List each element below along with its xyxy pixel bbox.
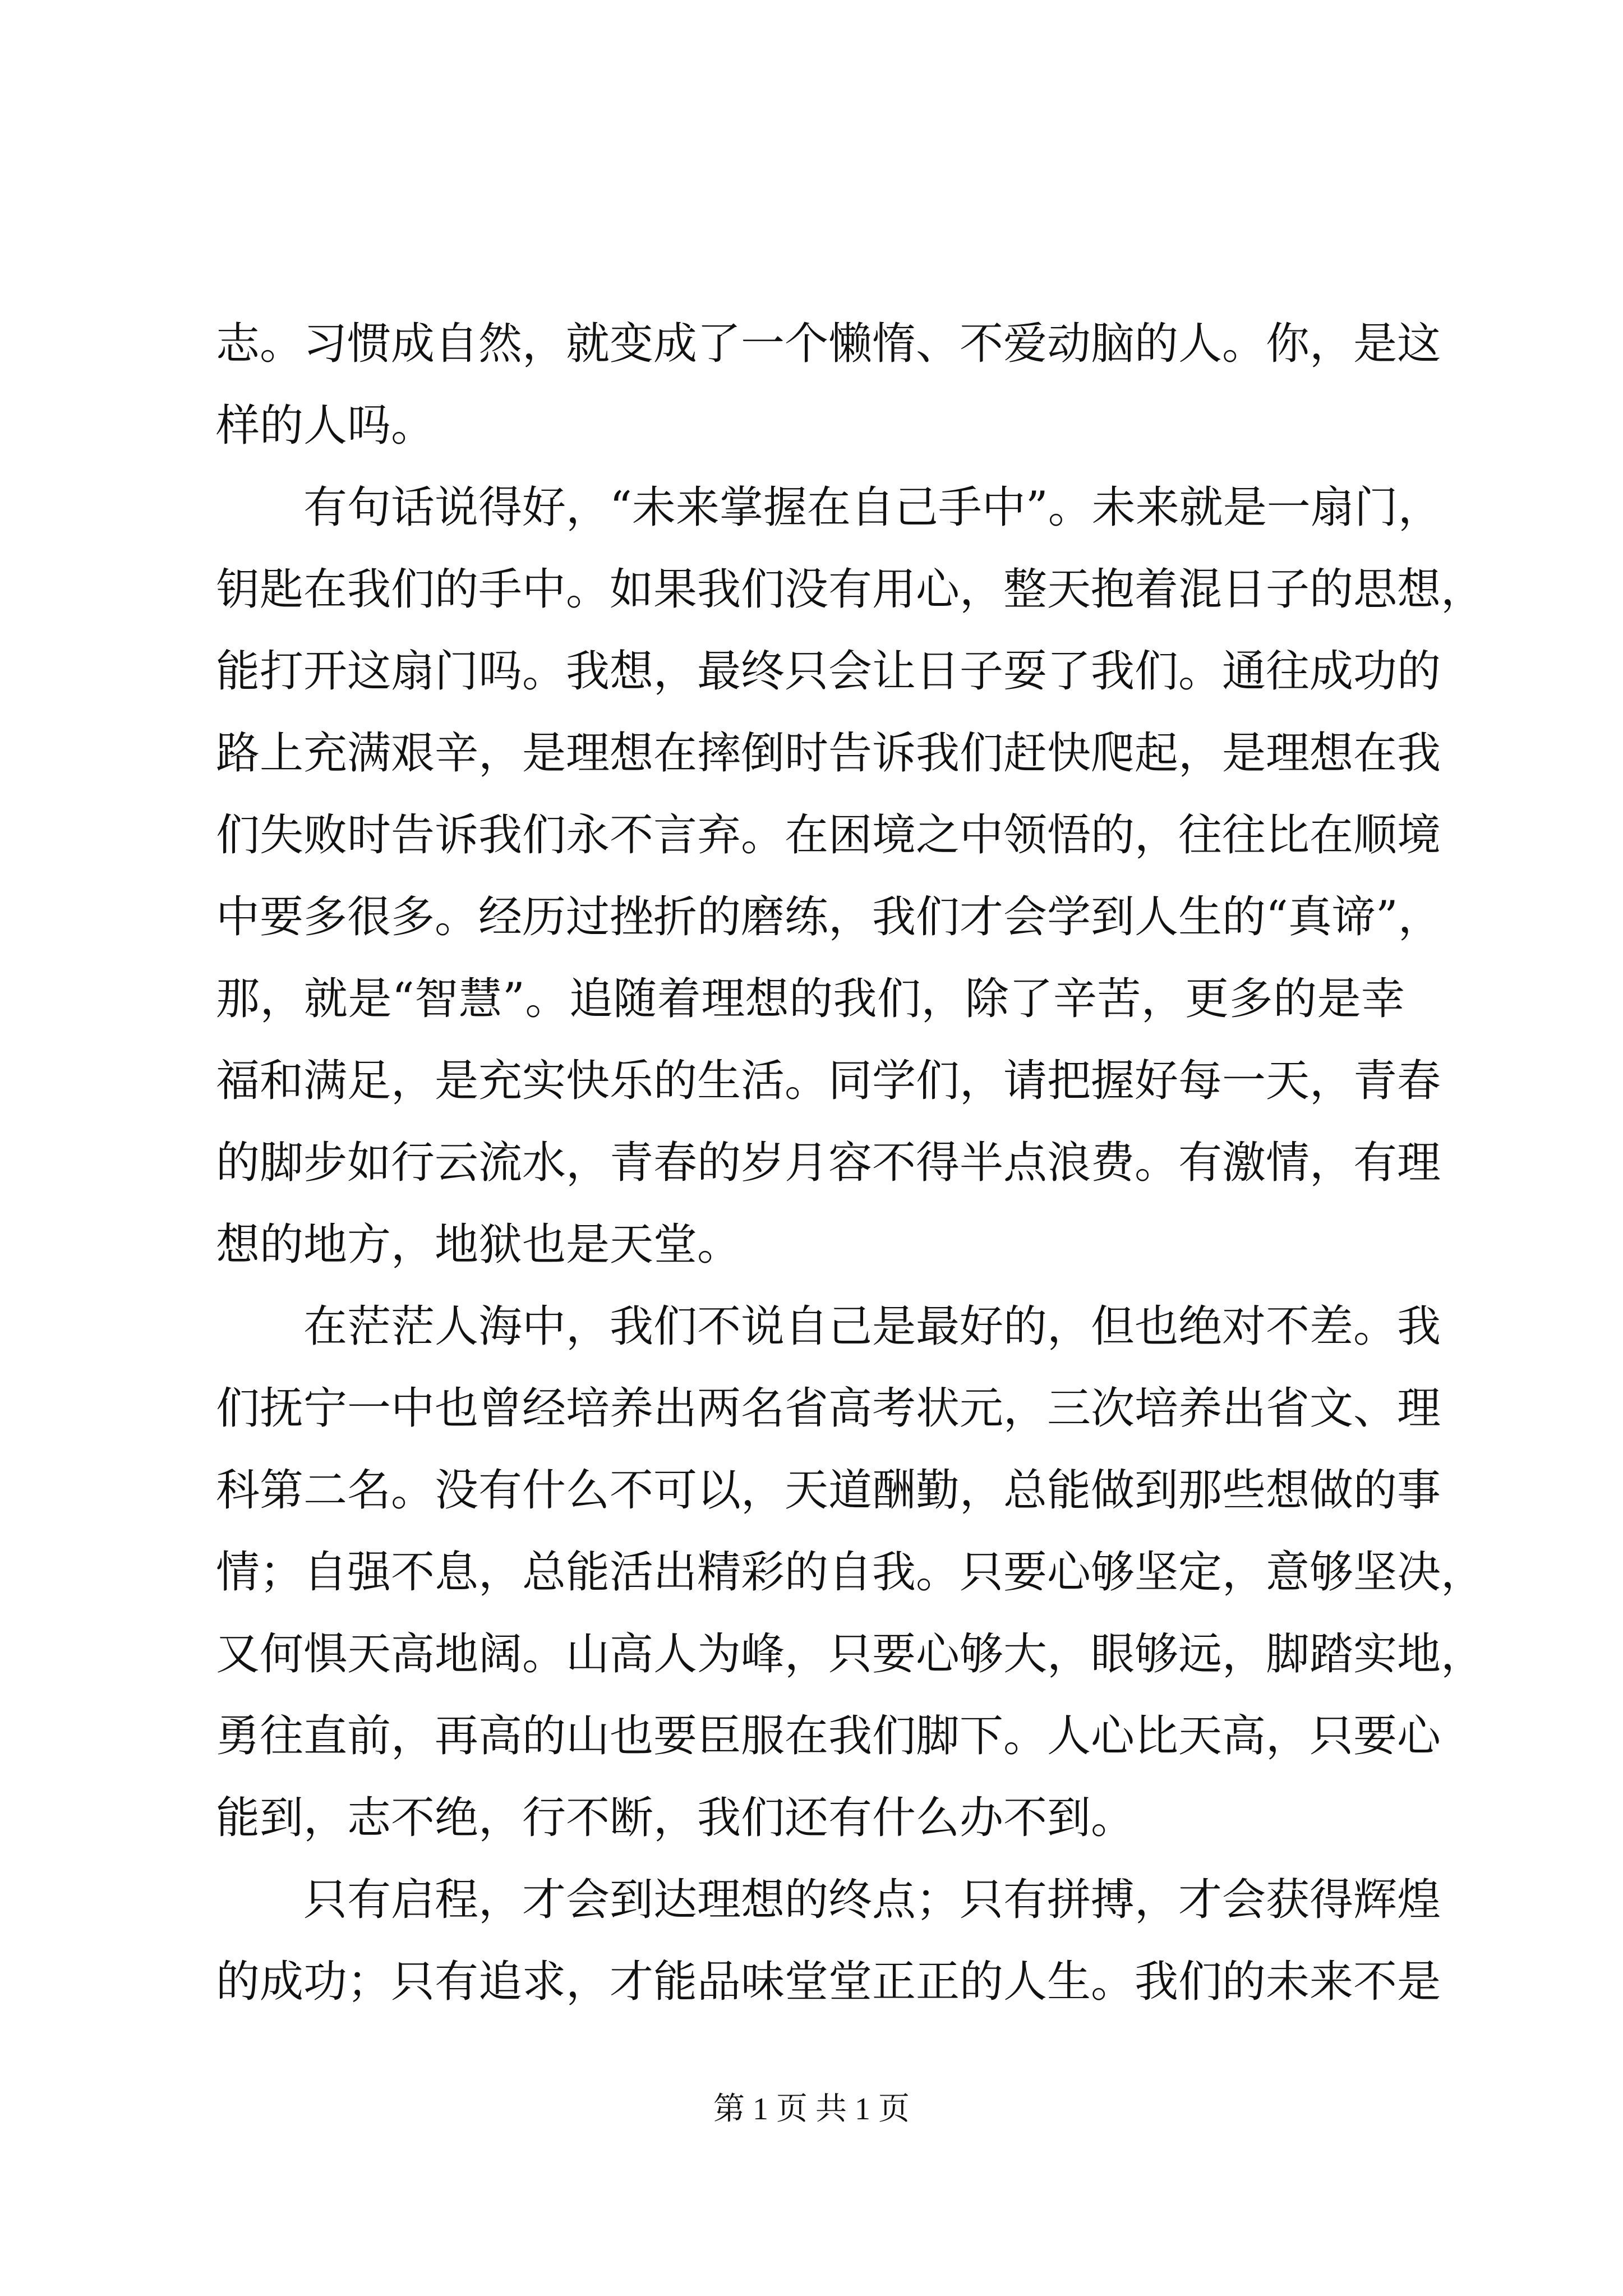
text-line: 样的人吗。 <box>216 401 435 451</box>
text-line: 福和满足，是充实快乐的生活。同学们，请把握好每一天，青春 <box>216 1056 1441 1106</box>
text-line: 的脚步如行云流水，青春的岁月容不得半点浪费。有激情，有理 <box>216 1138 1441 1188</box>
text-line: 们失败时告诉我们永不言弃。在困境之中领悟的，往往比在顺境 <box>216 810 1441 861</box>
text-line: 们抚宁一中也曾经培养出两名省高考状元，三次培养出省文、理 <box>216 1383 1441 1434</box>
text-line: 想的地方，地狱也是天堂。 <box>216 1220 741 1270</box>
page-number-footer: 第 1 页 共 1 页 <box>713 2092 910 2127</box>
document-body <box>216 303 1485 2023</box>
text-line: 志。习惯成自然，就变成了一个懒惰、不爱动脑的人。你，是这 <box>216 319 1441 369</box>
text-line: 能打开这扇门吗。我想，最终只会让日子耍了我们。通往成功的 <box>216 646 1441 697</box>
text-line: 科第二名。没有什么不可以，天道酬勤，总能做到那些想做的事 <box>216 1465 1441 1516</box>
text-line: 只有启程，才会到达理想的终点；只有拼搏，才会获得辉煌 <box>303 1875 1441 1925</box>
text-line: 情；自强不息，总能活出精彩的自我。只要心够坚定，意够坚决， <box>216 1547 1485 1598</box>
text-line: 在茫茫人海中，我们不说自己是最好的，但也绝对不差。我 <box>303 1301 1441 1352</box>
text-line: 能到，志不绝，行不断，我们还有什么办不到。 <box>216 1793 1135 1843</box>
text-line: 又何惧天高地阔。山高人为峰，只要心够大，眼够远，脚踏实地， <box>216 1629 1485 1680</box>
text-line: 有句话说得好，“未来掌握在自己手中”。未来就是一扇门， <box>303 482 1442 533</box>
text-line: 那，就是“智慧”。追随着理想的我们，除了辛苦，更多的是幸 <box>216 974 1405 1024</box>
text-line: 勇往直前，再高的山也要臣服在我们脚下。人心比天高，只要心 <box>216 1711 1441 1761</box>
text-line: 钥匙在我们的手中。如果我们没有用心，整天抱着混日子的思想， <box>216 564 1485 615</box>
text-line: 的成功；只有追求，才能品味堂堂正正的人生。我们的未来不是 <box>216 1957 1441 2007</box>
text-line: 中要多很多。经历过挫折的磨练，我们才会学到人生的“真谛”， <box>216 892 1442 942</box>
text-line: 路上充满艰辛，是理想在摔倒时告诉我们赶快爬起，是理想在我 <box>216 728 1441 779</box>
